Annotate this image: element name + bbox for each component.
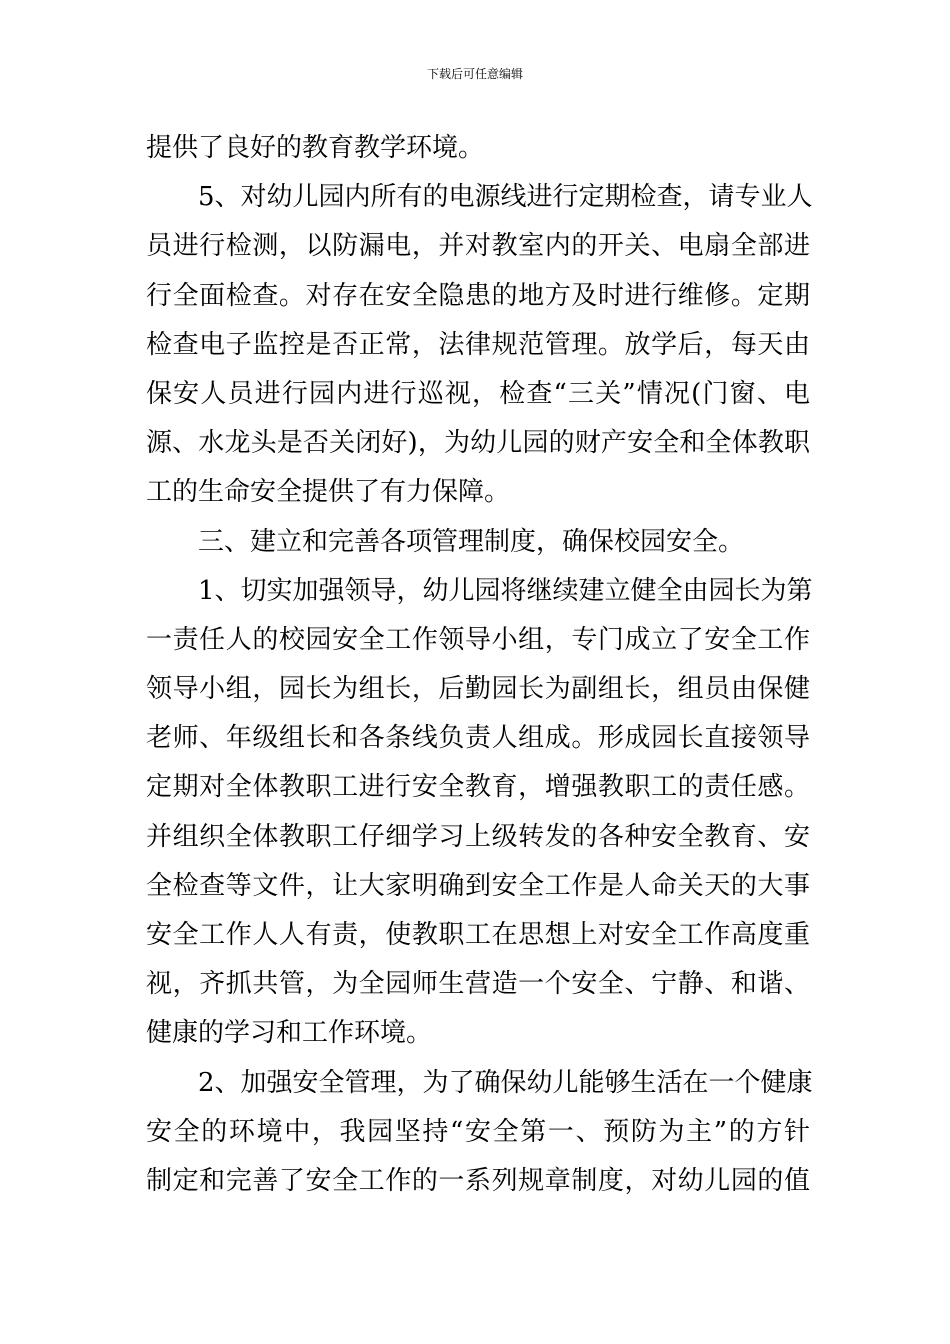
- text-line: 2、加强安全管理，为了确保幼儿能够生活在一个健康: [198, 1067, 813, 1098]
- text-line: 并组织全体教职工仔细学习上级转发的各种安全教育、安: [146, 821, 810, 852]
- page-header: 下载后可任意编辑: [426, 67, 523, 81]
- text-line: 行全面检查。对存在安全隐患的地方及时进行维修。定期: [146, 280, 810, 311]
- text-line: 5、对幼儿园内所有的电源线进行定期检查，请专业人: [198, 182, 813, 213]
- text-line: 1、切实加强领导，幼儿园将继续建立健全由园长为第: [198, 575, 813, 606]
- text-line: 工的生命安全提供了有力保障。: [146, 477, 511, 508]
- text-line: 健康的学习和工作环境。: [146, 1018, 433, 1049]
- text-line: 安全工作人人有责，使教职工在思想上对安全工作高度重: [146, 920, 810, 950]
- text-line: 老师、年级组长和各条线负责人组成。形成园长直接领导: [146, 723, 810, 754]
- text-line: 全检查等文件，让大家明确到安全工作是人命关天的大事: [146, 870, 810, 901]
- text-line: 保安人员进行园内进行巡视，检查“三关”情况(门窗、电: [146, 378, 810, 409]
- text-line: 员进行检测，以防漏电，并对教室内的开关、电扇全部进: [146, 231, 810, 262]
- text-line: 定期对全体教职工进行安全教育，增强教职工的责任感。: [146, 772, 810, 803]
- text-line: 源、水龙头是否关闭好)，为幼儿园的财产安全和全体教职: [146, 428, 810, 459]
- text-line: 提供了良好的教育教学环境。: [146, 133, 485, 163]
- text-line: 安全的环境中，我园坚持“安全第一、预防为主”的方针: [146, 1116, 810, 1147]
- text-line: 领导小组，园长为组长，后勤园长为副组长，组员由保健: [146, 674, 810, 705]
- text-line: 制定和完善了安全工作的一系列规章制度，对幼儿园的值: [146, 1165, 810, 1196]
- document-body: [146, 124, 813, 1206]
- section-heading: 三、建立和完善各项管理制度，确保校园安全。: [198, 526, 745, 557]
- text-line: 检查电子监控是否正常，法律规范管理。放学后，每天由: [146, 329, 810, 360]
- text-line: 一责任人的校园安全工作领导小组，专门成立了安全工作: [146, 624, 810, 655]
- text-line: 视，齐抓共管，为全园师生营造一个安全、宁静、和谐、: [146, 969, 810, 1000]
